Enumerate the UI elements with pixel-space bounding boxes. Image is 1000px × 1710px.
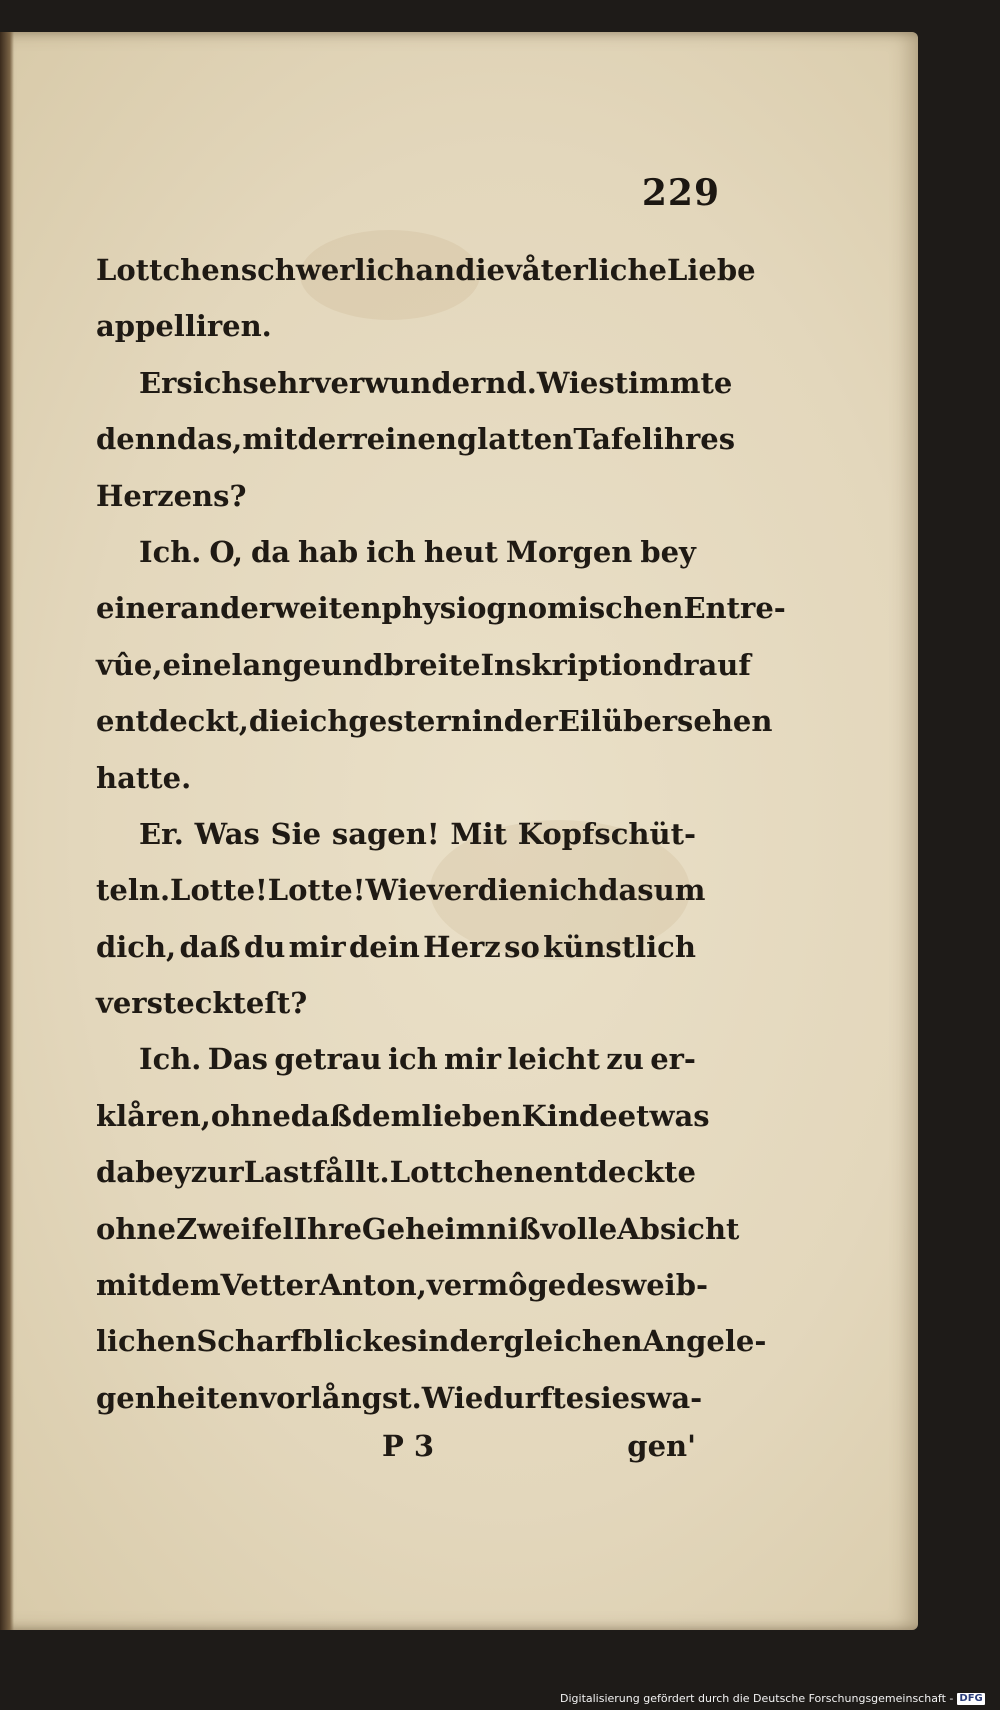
word: leicht (507, 1042, 600, 1077)
word: teln. (96, 873, 171, 908)
word: Absicht (617, 1211, 740, 1246)
body-text (96, 242, 786, 1426)
line-text: hatte. (96, 760, 192, 795)
text-line (96, 1144, 696, 1200)
word: Last (243, 1155, 313, 1190)
word: våterliche (504, 253, 667, 287)
word: Lottchen (96, 253, 241, 287)
word: Liebe (666, 253, 756, 287)
word: der (297, 422, 352, 457)
word: vermôge (426, 1268, 567, 1303)
word: ich (298, 704, 349, 739)
text-line (96, 1313, 767, 1369)
word: und (321, 647, 384, 682)
word: die (455, 253, 505, 287)
word: in (471, 704, 504, 739)
text-line (96, 580, 786, 636)
word: lange (231, 647, 322, 682)
word: des (566, 1268, 622, 1303)
word: Er. (139, 816, 184, 851)
word: klåren, (96, 1098, 211, 1133)
page-gutter-edge (0, 32, 14, 1630)
word: Kopfschüt- (517, 816, 696, 851)
word: physiognomischen (381, 591, 684, 626)
word: Er (139, 365, 177, 400)
digitization-credit (560, 1692, 983, 1710)
word: du (243, 929, 286, 964)
word: mir (444, 1042, 502, 1077)
word: um (653, 873, 706, 908)
word: eine (162, 647, 232, 682)
word: Sie (270, 816, 322, 851)
word: sagen! (331, 816, 440, 851)
text-line (96, 468, 696, 524)
word: verdien (427, 873, 549, 908)
text-line (96, 1257, 709, 1313)
word: sies (584, 1380, 647, 1415)
word: Scharfblickes (196, 1324, 418, 1359)
text-line (96, 524, 696, 580)
word: Morgen (505, 534, 633, 569)
word: Was (194, 816, 260, 851)
word: heut (423, 534, 498, 569)
word: sehr (242, 365, 314, 400)
word: da (250, 534, 291, 569)
word: dergleichen (449, 1324, 643, 1359)
word: Herz (423, 929, 501, 964)
word: glatten (456, 422, 574, 457)
text-line (96, 750, 696, 806)
text-line (96, 1031, 696, 1087)
word: ich (387, 1042, 438, 1077)
word: vûe, (96, 647, 163, 682)
word: lieben (421, 1098, 522, 1133)
word: fållt. (312, 1155, 390, 1190)
word: durfte (483, 1380, 585, 1415)
signature-mark: P 3 (382, 1429, 435, 1463)
text-line (96, 298, 696, 354)
line-text: versteckteſt? (96, 986, 308, 1021)
word: lichen (96, 1324, 197, 1359)
word: entdeckte (534, 1155, 696, 1190)
word: Ihre (293, 1211, 362, 1246)
word: verwundernd. (313, 365, 537, 400)
word: O, (209, 534, 244, 569)
word: zur (190, 1155, 244, 1190)
word: anderweiten (180, 591, 382, 626)
word: sich (176, 365, 243, 400)
word: schwerlich (240, 253, 416, 287)
catchword: gen' (627, 1429, 696, 1463)
text-line (96, 1201, 740, 1257)
word: Zweifel (175, 1211, 294, 1246)
word: so (504, 929, 540, 964)
word: reinen (351, 422, 457, 457)
word: er- (650, 1042, 696, 1077)
word: mir (288, 929, 346, 964)
text-line (96, 242, 756, 298)
text-line (96, 411, 736, 467)
word: getrau (274, 1042, 382, 1077)
page-footer (96, 1418, 696, 1474)
word: das, (176, 422, 243, 457)
word: Lotte! (170, 873, 268, 908)
word: etwas (617, 1098, 710, 1133)
word: Das (207, 1042, 268, 1077)
word: vorlångst. (259, 1380, 422, 1415)
word: bey (640, 534, 696, 569)
text-line (96, 637, 751, 693)
word: gestern (348, 704, 472, 739)
word: Wie (365, 873, 428, 908)
text-line (96, 975, 696, 1031)
text-line (96, 693, 773, 749)
word: entdeckt, (96, 704, 249, 739)
word: Ich. (139, 1042, 202, 1077)
word: Eil (557, 704, 602, 739)
word: Anton, (319, 1268, 427, 1303)
word: dem (351, 1098, 422, 1133)
text-line (96, 919, 696, 975)
word: übersehen (601, 704, 773, 739)
word: an (415, 253, 456, 287)
word: ich (548, 873, 599, 908)
word: der (503, 704, 558, 739)
word: Tafel (573, 422, 653, 457)
word: Wie (536, 365, 599, 400)
word: Inskription (480, 647, 663, 682)
dfg-logo: DFG (959, 1693, 983, 1704)
word: die (248, 704, 299, 739)
word: Lottchen (389, 1155, 535, 1190)
word: ihres (652, 422, 736, 457)
word: Wie (421, 1380, 484, 1415)
word: daß (290, 1098, 352, 1133)
text-line (96, 1088, 710, 1144)
word: Lotte! (267, 873, 366, 908)
word: Angele- (642, 1324, 767, 1359)
line-text: Herzens? (96, 478, 247, 513)
word: in (417, 1324, 450, 1359)
word: zu (606, 1042, 644, 1077)
page-number: 229 (641, 172, 720, 214)
text-line (96, 806, 696, 862)
word: ich (366, 534, 416, 569)
word: daß (179, 929, 241, 964)
word: dabey (96, 1155, 191, 1190)
word: Mit (450, 816, 507, 851)
word: mit (96, 1268, 152, 1303)
word: Geheimnißvolle (361, 1211, 618, 1246)
text-line (96, 355, 733, 411)
word: wa- (646, 1380, 703, 1415)
word: mit (242, 422, 298, 457)
word: drauf (662, 647, 751, 682)
word: hab (298, 534, 359, 569)
word: künstlich (543, 929, 696, 964)
word: Kinde (521, 1098, 618, 1133)
word: Entre- (683, 591, 786, 626)
word: Vetter (220, 1268, 320, 1303)
word: weib- (621, 1268, 709, 1303)
word: dein (348, 929, 420, 964)
word: dich, (96, 929, 177, 964)
word: ohne (96, 1211, 176, 1246)
word: denn (96, 422, 177, 457)
line-text: appelliren. (96, 309, 272, 344)
word: Ich. (139, 534, 202, 569)
word: ohne (210, 1098, 291, 1133)
word: das (598, 873, 654, 908)
word: genheiten (96, 1380, 260, 1415)
word: dem (151, 1268, 221, 1303)
word: breite (383, 647, 481, 682)
word: stimmte (598, 365, 733, 400)
text-line (96, 862, 706, 918)
credit-text: Digitalisierung gefördert durch die Deutsche Forschungsgemeinschaft - (560, 1692, 954, 1705)
word: einer (96, 591, 181, 626)
